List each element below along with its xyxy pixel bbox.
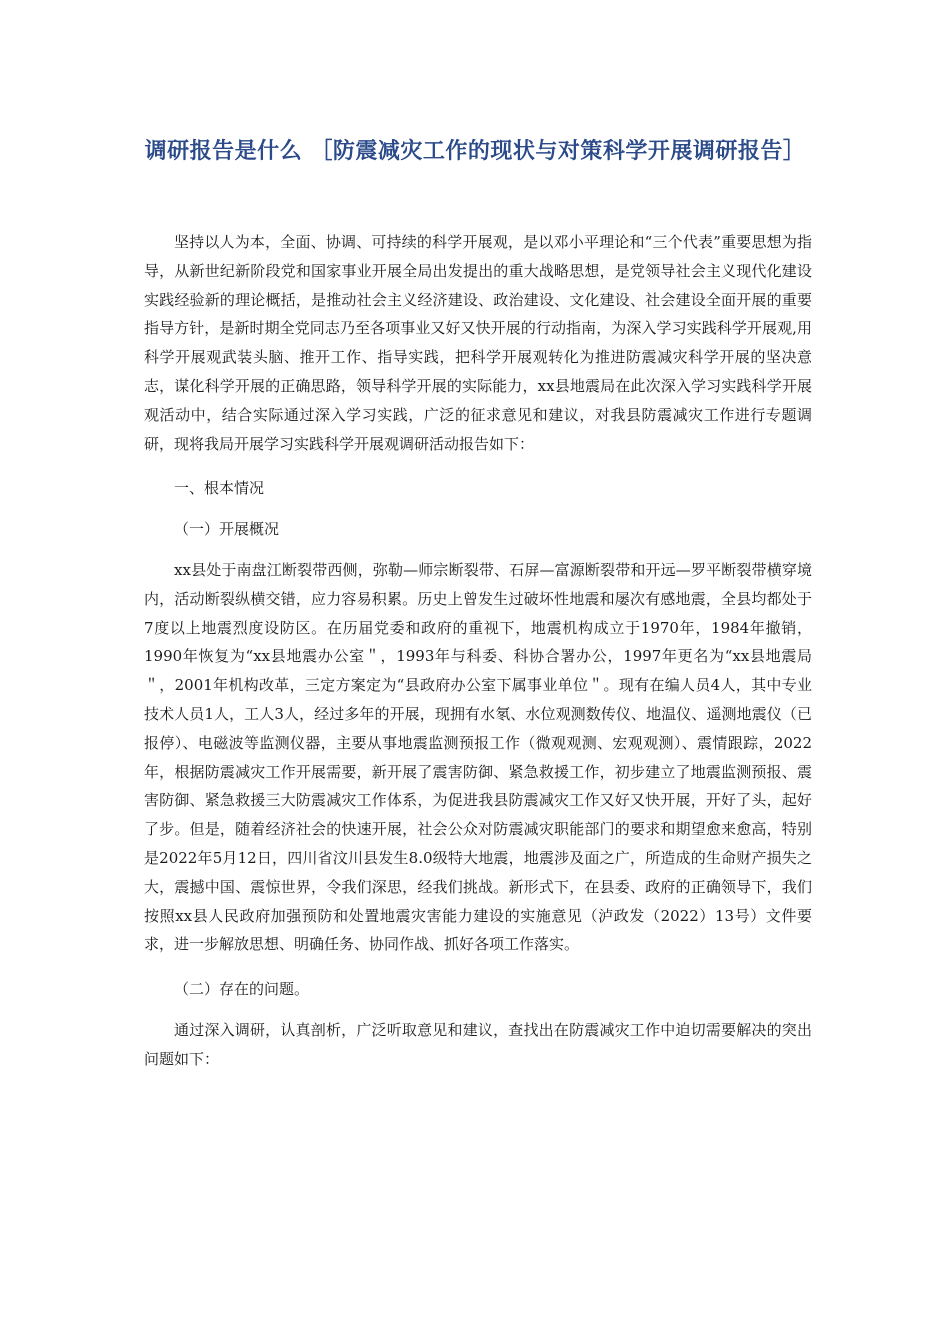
- section-heading-basic: 一、根本情况: [174, 479, 265, 498]
- problems-paragraph: 通过深入调研，认真剖析，广泛听取意见和建议，查找出在防震减灾工作中迫切需要解决的突出问题如下：: [144, 1020, 812, 1068]
- document-body: [144, 228, 812, 1074]
- intro-paragraph: 坚持以人为本，全面、协调、可持续的科学开展观，是以邓小平理论和“三个代表”重要思想为指导，从新世纪新阶段党和国家事业开展全局出发提出的重大战略思想，是党领导社会主义现代化建设实践经验新的理论概括，是推动社会主义经济建设、政治建设、文化建设、社会建设全面开展的重要指导方针，是新时期全党同志乃至各项事业又好又快开展的行动指南，为深入学习实践科学开展观,用科学开展观武装头脑、推开工作、指导实践，把科学开展观转化为推进防震减灾科学开展的坚决意志，谋化科学开展的正确思路，领导科学开展的实际能力，xx县地震局在此次深入学习实践科学开展观活动中，结合实际通过深入学习实践，广泛的征求意见和建议，对我县防震减灾工作进行专题调研，现将我局开展学习实践科学开展观调研活动报告如下：: [144, 233, 812, 453]
- subsection-heading-overview: （一）开展概况: [174, 520, 280, 539]
- subsection-heading-problems: （二）存在的问题。: [174, 980, 310, 999]
- document-title: 调研报告是什么 ［防震减灾工作的现状与对策科学开展调研报告］: [144, 139, 806, 164]
- overview-paragraph: xx县处于南盘江断裂带西侧，弥勒—师宗断裂带、石屏—富源断裂带和开远—罗平断裂带横穿境内，活动断裂纵横交错，应力容易积累。历史上曾发生过破坏性地震和屡次有感地震，全县均都处于7度以上地震烈度设防区。在历届党委和政府的重视下，地震机构成立于1970年，1984年撤销，1990年恢复为“xx县地震办公室＂，1993年与科委、科协合署办公，1997年更名为“xx县地震局＂，2001年机构改革，三定方案定为“县政府办公室下属事业单位＂。现有在编人员4人，其中专业技术人员1人，工人3人，经过多年的开展，现拥有水氡、水位观测数传仪、地温仪、遥测地震仪（已报停）、电磁波等监测仪器，主要从事地震监测预报工作（微观观测、宏观观测）、震情跟踪，2022年，根据防震减灾工作开展需要，新开展了震害防御、紧急救援工作，初步建立了地震监测预报、震害防御、紧急救援三大防震减灾工作体系，为促进我县防震减灾工作又好又快开展，开好了头，起好了步。但是，随着经济社会的快速开展，社会公众对防震减灾职能部门的要求和期望愈来愈高，特别是2022年5月12日，四川省汶川县发生8.0级特大地震，地震涉及面之广，所造成的生命财产损失之大，震撼中国、震惊世界，令我们深思，经我们挑战。新形式下，在县委、政府的正确领导下，我们按照xx县人民政府加强预防和处置地震灾害能力建设的实施意见（泸政发（2022）13号）文件要求，进一步解放思想、明确任务、协同作战、抓好各项工作落实。: [144, 560, 812, 954]
